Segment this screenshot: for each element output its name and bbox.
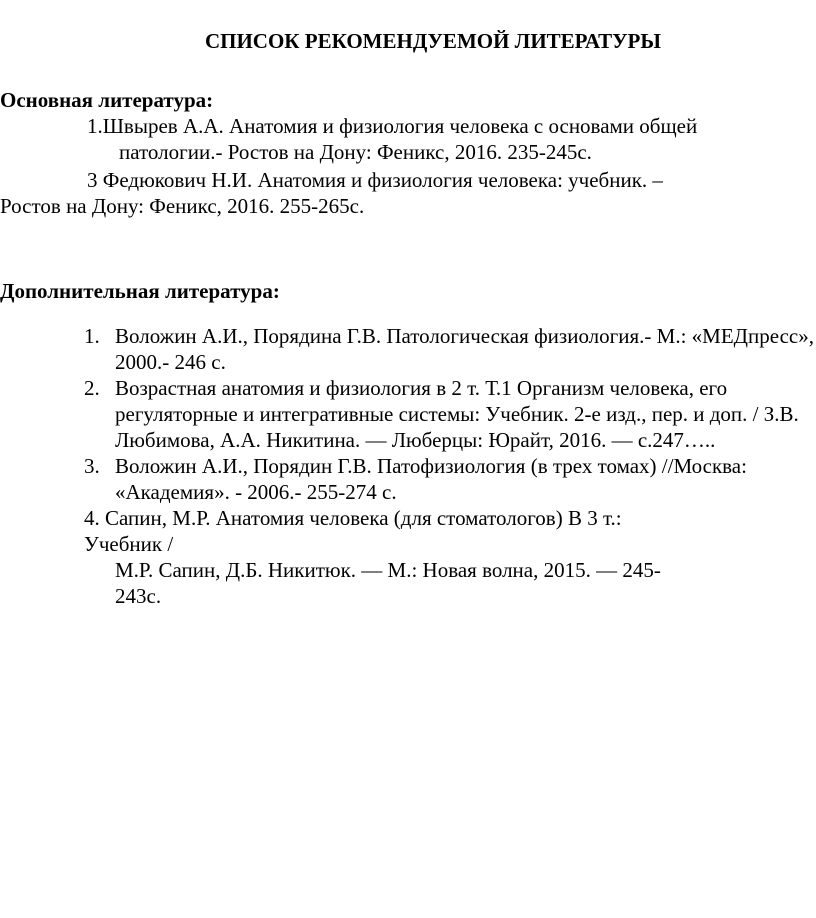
main-item-1-line-2: патологии.- Ростов на Дону: Феникс, 2016. 235-245с. (119, 140, 592, 164)
list-item-number: 2. (84, 376, 100, 400)
list-item-text: Возрастная анатомия и физиология в 2 т. Т.1 Организм человека, его регуляторные и интегративные системы: Учебник. 2-е изд., пер. и доп. / З.В. Любимова, А.А. Никитина. — Люберцы: Юрайт, 2016. — с.247….. (115, 376, 799, 452)
list-item-line-2: М.Р. Сапин, Д.Б. Никитюк. — М.: Новая волна, 2015. — 245-243с. (115, 558, 661, 608)
list-item-number: 3. (84, 454, 100, 478)
main-literature-item (0, 167, 780, 219)
main-item-2-line-2: Ростов на Дону: Феникс, 2016. 255-265с. (0, 194, 365, 218)
main-literature-item (87, 113, 807, 165)
list-item (0, 453, 815, 505)
additional-literature-heading: Дополнительная литература: (0, 279, 280, 303)
page-title: СПИСОК РЕКОМЕНДУЕМОЙ ЛИТЕРАТУРЫ (204, 29, 662, 53)
additional-literature-list (0, 323, 816, 609)
list-item-line-1: 4. Сапин, М.Р. Анатомия человека (для стоматологов) В 3 т.: Учебник / (84, 506, 622, 556)
list-item (0, 375, 815, 453)
list-item-text: Воложин А.И., Порядин Г.В. Патофизиология (в трех томах) //Москва: «Академия». - 2006.- 255-274 с. (115, 454, 747, 504)
list-item-number: 1. (84, 324, 100, 348)
list-item-text: Воложин А.И., Порядина Г.В. Патологическая физиология.- М.: «МЕДпресс», 2000.- 246 с. (115, 324, 814, 374)
list-item (0, 323, 815, 375)
main-item-2-line-1: 3 Федюкович Н.И. Анатомия и физиология человека: учебник. – (87, 168, 663, 192)
list-item (0, 505, 700, 609)
main-literature-heading: Основная литература: (0, 88, 214, 112)
main-item-1-line-1: 1.Швырев А.А. Анатомия и физиология человека с основами общей (87, 114, 698, 138)
